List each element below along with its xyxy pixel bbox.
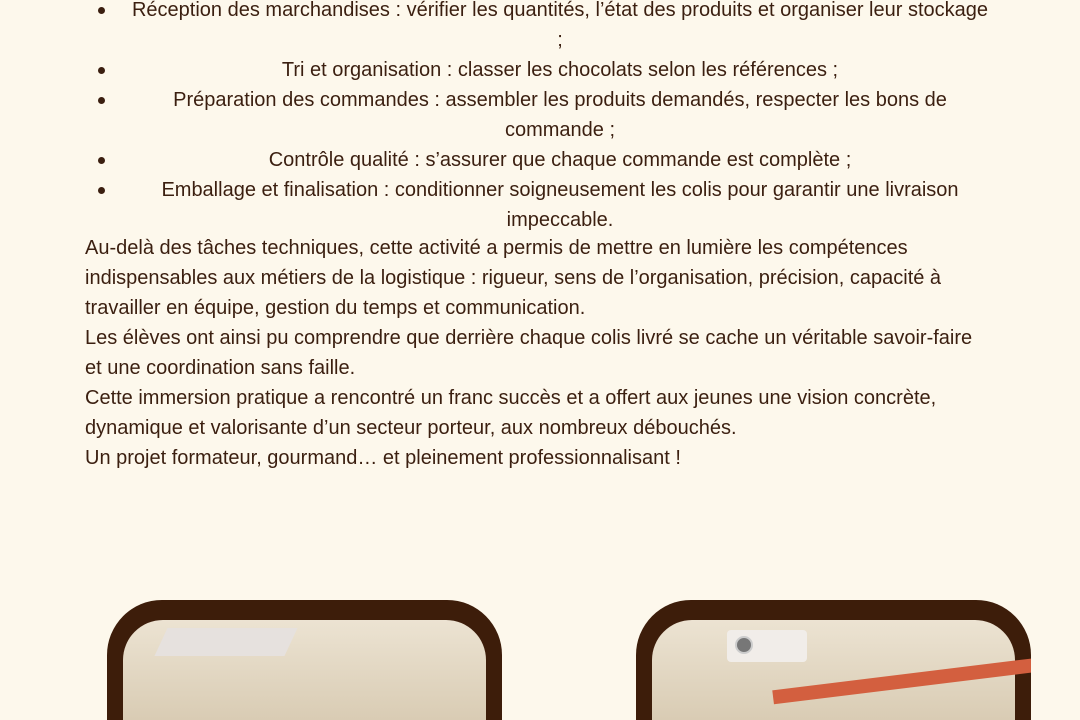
paragraph: Les élèves ont ainsi pu comprendre que derrière chaque colis livré se cache un véritable savoir-faire et une coordination sans faille. [85,327,973,379]
bullet-icon [98,67,105,74]
list-item-text: Contrôle qualité : s’assurer que chaque commande est complète ; [268,149,852,171]
wall-stripe [772,654,1031,704]
ceiling-panel [154,628,297,656]
list-item [90,145,990,175]
classroom-photo [123,620,486,720]
list-item [90,55,990,85]
projector-icon [727,630,807,662]
task-list [90,0,990,235]
photo-frame-right [636,600,1031,720]
paragraph: Au-delà des tâches techniques, cette activité a permis de mettre en lumière les compétences indispensables aux métiers de la logistique : rigueur, sens de l’organisation, précision, capacité à travailler en équipe, gestion du temps et communication. [85,237,942,319]
bullet-icon [98,97,105,104]
bullet-icon [98,187,105,194]
paragraph: Un projet formateur, gourmand… et pleinement professionnalisant ! [85,447,681,469]
paragraph: Cette immersion pratique a rencontré un franc succès et a offert aux jeunes une vision concrète, dynamique et valorisante d’un secteur porteur, aux nombreux débouchés. [85,387,937,439]
list-item-text: Tri et organisation : classer les chocolats selon les références ; [281,59,839,81]
list-item-text: Réception des marchandises : vérifier les quantités, l’état des produits et organiser leur stockage ; [131,0,988,51]
list-item-text: Emballage et finalisation : conditionner soigneusement les colis pour garantir une livraison impeccable. [161,179,959,231]
photo-frame-left [107,600,502,720]
list-item [90,175,990,235]
classroom-photo [652,620,1015,720]
bullet-icon [98,157,105,164]
list-item [90,0,990,55]
list-item [90,85,990,145]
bullet-icon [98,7,105,14]
body-text [85,233,985,473]
list-item-text: Préparation des commandes : assembler les produits demandés, respecter les bons de commande ; [173,89,947,141]
